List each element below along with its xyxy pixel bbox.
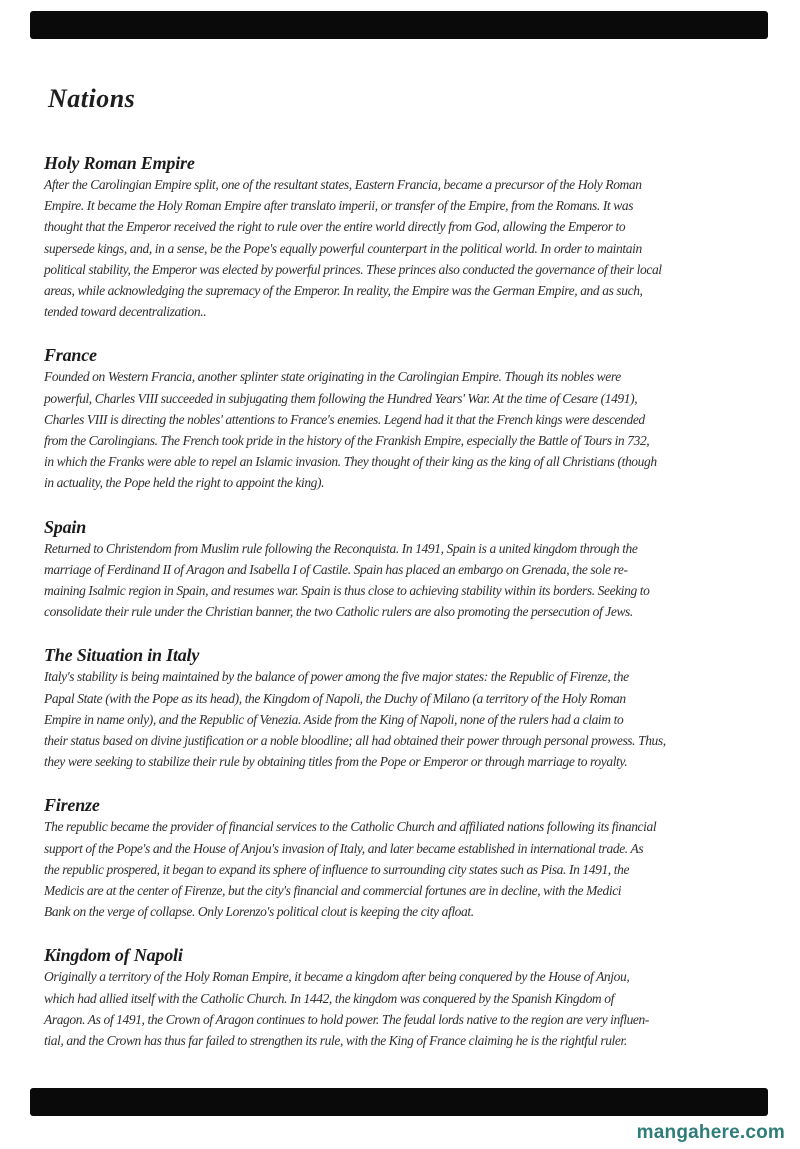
text-line: they were seeking to stabilize their rule by obtaining titles from the Pope or Emperor or through marriage to royalty. bbox=[44, 754, 628, 770]
text-line: which had allied itself with the Catholic Church. In 1442, the kingdom was conquered by the Spanish Kingdom of bbox=[44, 990, 614, 1006]
section-spain bbox=[44, 516, 762, 623]
page-title: Nations bbox=[48, 84, 136, 113]
page-bottom-edge-bar bbox=[30, 1088, 768, 1116]
text-line: political stability, the Emperor was elected by powerful princes. These princes also conducted the governance of their local bbox=[44, 261, 662, 277]
section-heading: The Situation in Italy bbox=[44, 645, 200, 666]
text-line: Charles VIII is directing the nobles' attentions to France's enemies. Legend had it that the French kings were descended bbox=[44, 411, 645, 427]
text-line: maining Isalmic region in Spain, and resumes war. Spain is thus close to achieving stability within its borders. Seeking to bbox=[44, 583, 650, 599]
text-line: Aragon. As of 1491, the Crown of Aragon continues to hold power. The feudal lords native to the region are very influen- bbox=[44, 1011, 649, 1027]
page-top-edge-bar bbox=[30, 11, 768, 39]
section-heading: Kingdom of Napoli bbox=[44, 945, 183, 966]
text-line: support of the Pope's and the House of Anjou's invasion of Italy, and later became established in international trade. As bbox=[44, 840, 644, 856]
text-line: areas, while acknowledging the supremacy of the Emperor. In reality, the Empire was the German Empire, and as such, bbox=[44, 283, 643, 299]
text-line: Returned to Christendom from Muslim rule following the Reconquista. In 1491, Spain is a united kingdom through the bbox=[44, 540, 638, 556]
text-line: in actuality, the Pope held the right to appoint the king). bbox=[44, 475, 325, 491]
text-line: in which the Franks were able to repel an Islamic invasion. They thought of their king as the king of all Christians (though bbox=[44, 454, 657, 470]
section-heading: Spain bbox=[44, 516, 87, 537]
text-line: Medicis are at the center of Firenze, but the city's financial and commercial fortunes are in decline, with the Medici bbox=[44, 883, 622, 899]
text-line: thought that the Emperor received the right to rule over the entire world directly from God, allowing the Emperor to bbox=[44, 219, 626, 235]
section-situation-in-italy bbox=[44, 644, 762, 772]
text-line: Empire in name only), and the Republic of Venezia. Aside from the King of Napoli, none of the rulers had a claim to bbox=[44, 711, 624, 727]
section-france bbox=[44, 344, 762, 493]
text-line: The republic became the provider of financial services to the Catholic Church and affiliated nations following its financial bbox=[44, 819, 657, 835]
section-firenze bbox=[44, 794, 762, 922]
page-content bbox=[44, 82, 762, 1073]
text-line: Founded on Western Francia, another splinter state originating in the Carolingian Empire. Though its nobles were bbox=[44, 369, 621, 385]
section-heading: France bbox=[44, 345, 97, 366]
text-line: Originally a territory of the Holy Roman Empire, it became a kingdom after being conquered by the House of Anjou, bbox=[44, 969, 630, 985]
section-holy-roman-empire bbox=[44, 152, 762, 322]
text-line: Bank on the verge of collapse. Only Lorenzo's political clout is keeping the city afloat. bbox=[44, 904, 474, 920]
text-line: marriage of Ferdinand II of Aragon and Isabella I of Castile. Spain has placed an embargo on Grenada, the sole re- bbox=[44, 561, 628, 577]
text-line: Empire. It became the Holy Roman Empire after translato imperii, or transfer of the Empire, from the Romans. It was bbox=[44, 198, 634, 214]
text-line: supersede kings, and, in a sense, be the Pope's equally powerful counterpart in the political world. In order to maintain bbox=[44, 240, 642, 256]
section-heading: Firenze bbox=[44, 795, 100, 816]
text-line: tended toward decentralization.. bbox=[44, 304, 207, 320]
text-line: from the Carolingians. The French took pride in the history of the Frankish Empire, especially the Battle of Tours in 732, bbox=[44, 433, 650, 449]
text-line: powerful, Charles VIII succeeded in subjugating them following the Hundred Years' War. At the time of Cesare (1491), bbox=[44, 390, 638, 406]
text-line: their status based on divine justification or a noble bloodline; all had obtained their power through personal prowess. Thus, bbox=[44, 733, 666, 749]
text-line: After the Carolingian Empire split, one of the resultant states, Eastern Francia, became a precursor of the Holy Roman bbox=[44, 177, 642, 192]
section-kingdom-of-napoli bbox=[44, 944, 762, 1051]
site-watermark: mangahere.com bbox=[636, 1122, 785, 1143]
section-heading: Holy Roman Empire bbox=[44, 153, 195, 173]
text-line: Italy's stability is being maintained by the balance of power among the five major states: the Republic of Firenze, the bbox=[44, 669, 629, 685]
text-line: Papal State (with the Pope as its head), the Kingdom of Napoli, the Duchy of Milano (a territory of the Holy Roman bbox=[44, 690, 626, 706]
text-line: consolidate their rule under the Christian banner, the two Catholic rulers are also promoting the persecution of Jews. bbox=[44, 604, 633, 620]
text-line: the republic prospered, it began to expand its sphere of influence to surrounding city states such as Pisa. In 1491, the bbox=[44, 861, 630, 877]
text-line: tial, and the Crown has thus far failed to strengthen its rule, with the King of France claiming he is the rightful ruler. bbox=[44, 1033, 627, 1049]
